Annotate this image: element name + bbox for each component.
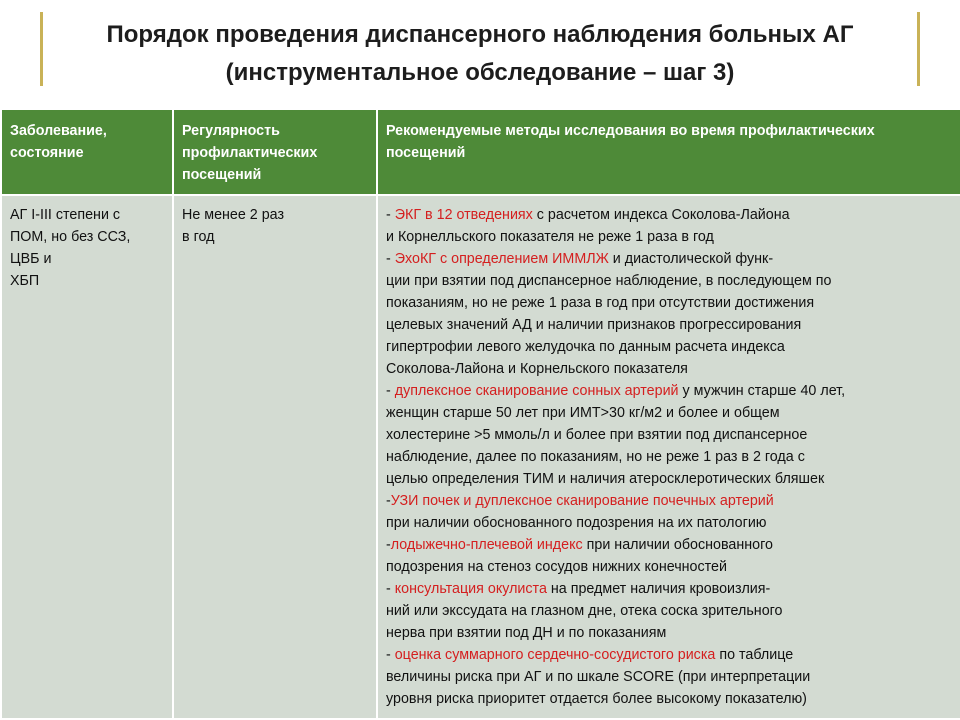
slide-title	[0, 16, 960, 92]
method-text: целью определения ТИМ и наличия атеросклеротических бляшек	[386, 471, 825, 487]
method-line	[386, 402, 952, 424]
method-line	[386, 490, 952, 512]
method-line	[386, 204, 952, 226]
method-highlight: ЭхоКГ с определением ИММЛЖ	[394, 251, 609, 267]
header-text: профилактических	[182, 145, 318, 161]
method-text: -	[386, 207, 395, 223]
method-text: и диастолической функ-	[608, 251, 774, 267]
regularity-text: в год	[182, 229, 215, 245]
method-text: ции при взятии под диспансерное наблюдение, в последующем по	[386, 273, 832, 289]
method-line	[386, 270, 952, 292]
method-highlight: дуплексное сканирование сонных артерий	[394, 383, 679, 399]
method-text: при наличии обоснованного подозрения на их патологию	[386, 515, 767, 531]
method-line	[386, 292, 952, 314]
condition-text: ХБП	[10, 273, 40, 289]
method-text: -	[386, 251, 395, 267]
condition-text: АГ I-III степени с	[10, 207, 121, 223]
method-line	[386, 248, 952, 270]
header-regularity	[173, 109, 377, 195]
method-text: ний или экссудата на глазном дне, отека соска зрительного	[386, 603, 783, 619]
method-text: на предмет наличия кровоизлия-	[546, 581, 771, 597]
method-text: показаниям, но не реже 1 раза в год при отсутствии достижения	[386, 295, 815, 311]
method-text: женщин старше 50 лет при ИМТ>30 кг/м2 и более и общем	[386, 405, 780, 421]
table-row	[1, 195, 960, 719]
method-line	[386, 358, 952, 380]
condition-text: ПОМ, но без ССЗ,	[10, 229, 131, 245]
header-text: состояние	[10, 145, 84, 161]
method-text: -	[386, 647, 395, 663]
method-line	[386, 446, 952, 468]
header-text: Заболевание,	[10, 123, 107, 139]
method-text: Соколова-Лайона и Корнельского показателя	[386, 361, 688, 377]
condition-text: ЦВБ и	[10, 251, 52, 267]
header-methods	[377, 109, 960, 195]
title-line-1: Порядок проведения диспансерного наблюдения больных АГ	[106, 21, 854, 48]
method-highlight: ЭКГ в 12 отведениях	[394, 207, 533, 223]
method-text: при наличии обоснованного	[582, 537, 773, 553]
method-text: у мужчин старше 40 лет,	[678, 383, 846, 399]
dispensary-table	[0, 108, 960, 720]
header-row	[1, 109, 960, 195]
method-highlight: консультация окулиста	[394, 581, 547, 597]
method-line	[386, 314, 952, 336]
method-highlight: УЗИ почек и дуплексное сканирование почечных артерий	[390, 493, 774, 509]
method-line	[386, 380, 952, 402]
method-text: гипертрофии левого желудочка по данным расчета индекса	[386, 339, 785, 355]
method-text: наблюдение, далее по показаниям, но не реже 1 раз в 2 года с	[386, 449, 805, 465]
method-line	[386, 666, 952, 688]
method-line	[386, 336, 952, 358]
method-line	[386, 688, 952, 710]
method-line	[386, 512, 952, 534]
method-text: по таблице	[715, 647, 794, 663]
method-line	[386, 534, 952, 556]
method-line	[386, 600, 952, 622]
header-text: посещений	[182, 167, 262, 183]
method-text: с расчетом индекса Соколова-Лайона	[532, 207, 790, 223]
method-text: -	[386, 581, 395, 597]
header-condition	[1, 109, 173, 195]
title-line-2: (инструментальное обследование – шаг 3)	[225, 59, 735, 86]
method-text: и Корнелльского показателя не реже 1 раза в год	[386, 229, 714, 245]
method-line	[386, 556, 952, 578]
header-text: посещений	[386, 145, 466, 161]
cell-methods	[377, 195, 960, 719]
method-text: -	[386, 383, 395, 399]
header-text: Регулярность	[182, 123, 280, 139]
method-text: целевых значений АД и наличии признаков прогрессирования	[386, 317, 802, 333]
header-text: Рекомендуемые методы исследования во время профилактических	[386, 123, 875, 139]
method-text: -	[386, 493, 391, 509]
method-line	[386, 622, 952, 644]
method-line	[386, 424, 952, 446]
method-line	[386, 226, 952, 248]
regularity-text: Не менее 2 раз	[182, 207, 285, 223]
method-text: уровня риска приоритет отдается более высокому показателю)	[386, 691, 807, 707]
method-line	[386, 578, 952, 600]
method-line	[386, 644, 952, 666]
method-line	[386, 468, 952, 490]
method-text: -	[386, 537, 391, 553]
cell-condition	[1, 195, 173, 719]
method-highlight: оценка суммарного сердечно-сосудистого риска	[394, 647, 716, 663]
method-text: нерва при взятии под ДН и по показаниям	[386, 625, 667, 641]
cell-regularity	[173, 195, 377, 719]
method-highlight: лодыжечно-плечевой индекс	[390, 537, 583, 553]
method-text: холестерине >5 ммоль/л и более при взятии под диспансерное	[386, 427, 808, 443]
method-text: величины риска при АГ и по шкале SCORE (при интерпретации	[386, 669, 811, 685]
method-text: подозрения на стеноз сосудов нижних конечностей	[386, 559, 727, 575]
